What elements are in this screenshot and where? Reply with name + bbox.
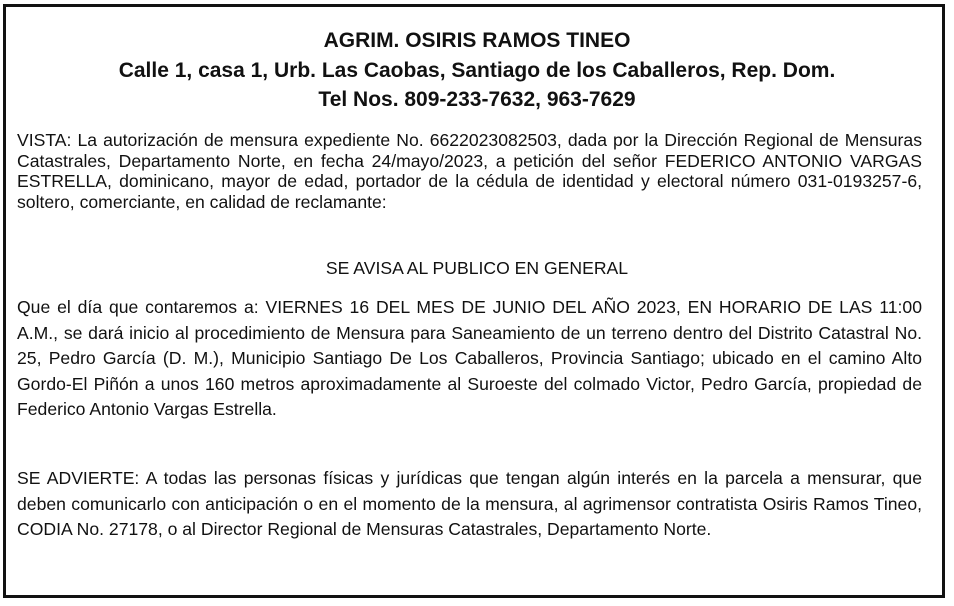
surveyor-address: Calle 1, casa 1, Urb. Las Caobas, Santiago de los Caballeros, Rep. Dom. [118, 58, 836, 82]
announcement-paragraph: Que el día que contaremos a: VIERNES 16 DEL MES DE JUNIO DEL AÑO 2023, EN HORARIO DE LAS 11:00 A.M., se dará inicio al procedimiento de Mensura para Saneamiento de un terreno dentro del Distrito Catastral No. 25, Pedro García (D. M.), Municipio Santiago De Los Caballeros, Provincia Santiago; ubicado en el camino Alto Gordo-El Piñón a unos 160 metros aproximadamente al Suroeste del colmado Victor, Pedro García, propiedad de Federico Antonio Vargas Estrella. [17, 297, 922, 419]
public-notice-heading: SE AVISA AL PUBLICO EN GENERAL [325, 258, 629, 278]
vista-paragraph: VISTA: La autorización de mensura expediente No. 6622023082503, dada por la Dirección Regional de Mensuras Catastrales, Departamento Norte, en fecha 24/mayo/2023, a petición del señor FEDERICO ANTONIO VARGAS ESTRELLA, dominicano, mayor de edad, portador de la cédula de identidad y electoral número 031-0193257-6, soltero, comerciante, en calidad de reclamante: [17, 130, 922, 212]
document-header [0, 26, 954, 115]
warning-paragraph: SE ADVIERTE: A todas las personas físicas y jurídicas que tengan algún interés en la parcela a mensurar, que deben comunicarlo con anticipación o en el momento de la mensura, al agrimensor contratista Osiris Ramos Tineo, CODIA No. 27178, o al Director Regional de Mensuras Catastrales, Departamento Norte. [17, 468, 922, 539]
surveyor-name: AGRIM. OSIRIS RAMOS TINEO [323, 29, 631, 52]
surveyor-phones: Tel Nos. 809-233-7632, 963-7629 [318, 88, 636, 111]
